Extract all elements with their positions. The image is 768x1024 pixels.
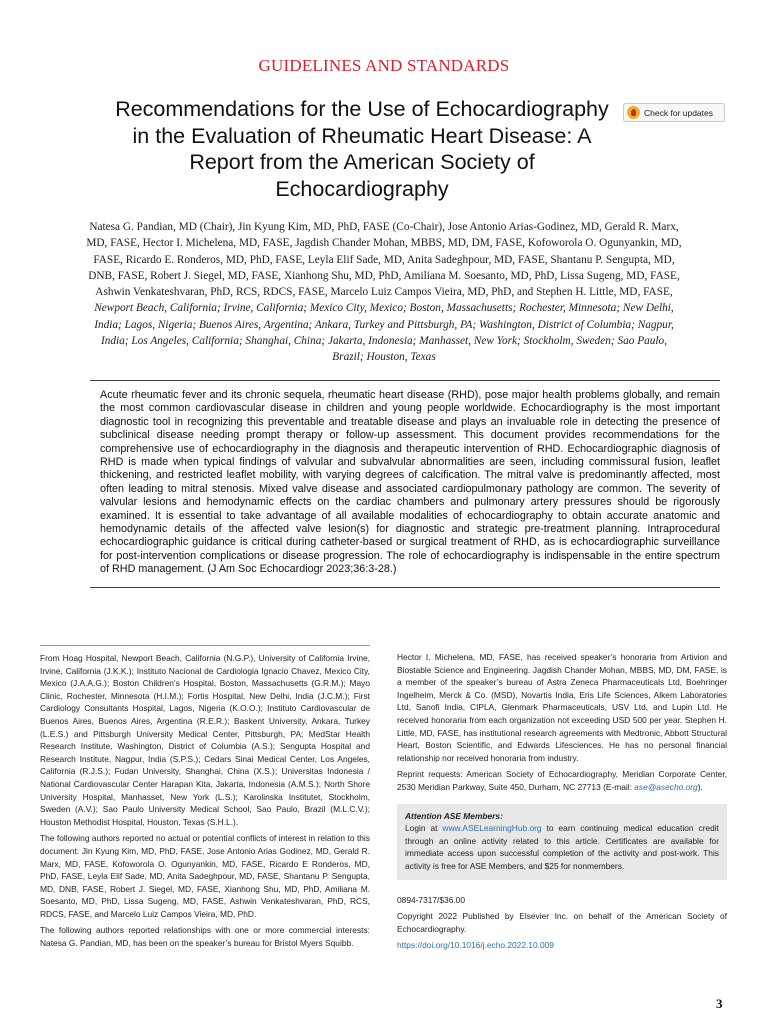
ase-box-body xyxy=(405,822,719,872)
ase-box-heading: Attention ASE Members: xyxy=(405,810,503,821)
check-updates-icon xyxy=(627,106,640,119)
affiliations: From Hoag Hospital, Newport Beach, California (N.G.P.), University of California Irvine, Irvine, California (J.K.K.); Instituto Nacional de Cardiologia Ignacio Chavez, Mexico City, Mexico (J.A.A.G.); Boston Children’s Hospital, Boston, Massachusetts (G.R.M.); Mayo Clinic, Rochester, Minnesota (H.I.M.); Fortis Hospital, New Delhi, India (J.C.M.); First Cardiology Consultants Hospital, Lagos, Nigeria (K.O.O.); Instituto Cardiovascular de Buenos Aires, Buenos Aires, Argentina (R.E.R.); Baskent University, Ankara, Turkey (L.E.S.) and Pittsburgh University Medical Center, Pittsburgh, PA; MedStar Health Research Institute, Washington, District of Columbia (A.S.); Sengupta Hospital and Research Institute, Nagpur, India (S.P.S.); Cedars Sinai Medical Center, Los Angeles, California (R.J.S.); Fudan University, Shanghai, China (X.S.); Universitas Indonesia / National Cardiovascular Center Harapan Kita, Jakarta, Indonesia (A.M.S.); North Shore University Hospital, Manhasset, New York (L.S.); Karolinska Institutet, Stockholm, Sweden (A.V.); Sao Paulo University Medical School, Sao Paulo, Brazil (M.L.C.V.); Houston Methodist Hospital, Houston, Texas (S.H.L.). xyxy=(40,653,370,827)
check-updates-label: Check for updates xyxy=(644,107,713,118)
ase-box-text: to earn continuing medical education credit through an online activity related to this article. Certificates are available for immediate access upon successful completion of the activity and post-work. This activity is free for ASE Members, and $25 for nonmembers. xyxy=(405,823,719,871)
author-list xyxy=(84,219,684,366)
footnotes-left-column xyxy=(40,645,370,954)
page-number: 3 xyxy=(716,996,723,1011)
reprint-text: Reprint requests: American Society of Echocardiography, Meridian Corporate Center, 2530 Meridian Parkway, Suite 450, Durham, NC 27713 (E-mail: xyxy=(397,769,727,792)
reprint-end: ). xyxy=(697,781,703,792)
disclosures: Hector I. Michelena, MD, FASE, has received speaker’s honoraria from Artivion and Biostable Science and Engineering. Jagdish Chander Mohan, MBBS, MD, DM, FASE, is a member of the speaker’s bureau of Astra Zeneca Pharmaceuticals Ltd, Boehringer Ingelheim, Merck & Co. (MSD), Novartis India, Eris Life Sciences, Alkem Laboratories Ltd, Sanofi India, CIPLA, Glenmark Pharmaceuticals, USV Ltd, and Lupin Ltd. He received honoraria from each organization not exceeding USD 500 per year. Stephen H. Little, MD, FASE, has institutional research agreements with Medtronic, Abbott Structural Heart, Boston Scientific, and Edwards Lifesciences. He has no personal financial relationship nor received honoraria from industry. xyxy=(397,652,727,763)
reprint-requests xyxy=(397,768,727,793)
article-title: Recommendations for the Use of Echocardiography in the Evaluation of Rheumatic Heart Disease: A Report from the American Society of Echocardiography xyxy=(115,97,609,201)
ase-members-box xyxy=(397,804,727,880)
reprint-email-link[interactable]: ase@asecho.org xyxy=(634,781,698,792)
author-locations: Newport Beach, California; Irvine, California; Mexico City, Mexico; Boston, Massachusetts; Rochester, Minnesota; New Delhi, India; Lagos, Nigeria; Buenos Aires, Argentina; Ankara, Turkey and Pittsburgh, PA; Washington, District of Columbia; Nagpur, India; Los Angeles, California; Shanghai, China; Jakarta, Indonesia; Manhasset, New York; Stockholm, Sweden; Sao Paulo, Brazil; Houston, Texas xyxy=(94,302,674,364)
check-for-updates-button[interactable] xyxy=(623,103,725,122)
footnotes-right-column xyxy=(397,651,727,956)
doi-link[interactable]: https://doi.org/10.1016/j.echo.2022.10.009 xyxy=(397,940,554,951)
abstract: Acute rheumatic fever and its chronic sequela, rheumatic heart disease (RHD), pose major health problems globally, and remain the most common cardiovascular disease in children and young people worldwide. Echocardiography is the most important diagnostic tool in recognizing this preventable and treatable disease and plays an invaluable role in detecting the presence of subclinical disease needing prompt therapy or follow-up assessment. This document provides recommendations for the comprehensive use of echocardiography in the diagnosis and therapeutic intervention of RHD. Echocardiographic diagnosis of RHD is made when typical findings of valvular and subvalvular abnormalities are seen, including commissural fusion, leaflet thickening, and restricted leaflet mobility, with varying degrees of calcification. The mitral valve is predominantly affected, most often leading to mitral stenosis. Mixed valve disease and associated cardiopulmonary pathology are common. The severity of valvular lesions and hemodynamic effects on the cardiac chambers and pulmonary artery pressures should be rigorously examined. It is essential to take advantage of all available modalities of echocardiography to obtain accurate anatomic and hemodynamic details of the affected valve lesion(s) for diagnostic and strategic pre-treatment planning. Intraprocedural echocardiographic guidance is critical during catheter-based or surgical treatment of RHD, as is echocardiographic surveillance for post-intervention complications or disease progression. The role of echocardiography is indispensable in the entire spectrum of RHD management. (J Am Soc Echocardiogr 2023;36:3-28.) xyxy=(90,380,720,588)
no-conflicts-statement: The following authors reported no actual or potential conflicts of interest in relation to this document: Jin Kyung Kim, MD, PhD, FASE, Jose Antonio Arias Godinez, MD, Gerald R. Marx, MD, FASE, Kofoworola O. Ogunyankin, MD, FASE, Ricardo E Ronderos, MD, PhD, FASE, Leyla Elif Sade, MD, Anita Sadeghpour, MD, FASE, Shantanu P. Sengupta, MD, DNB, FASE, Robert J. Siegel, MD, FASE, Xianhong Shu, MD, PhD, Amiliana M. Soesanto, MD, PhD, Lissa Sugeng, MD, FASE, Ashwin Venkateshvaran, PhD, RCS, RDCS, FASE, and Marcelo Luiz Campos Vieira, MD, PhD. xyxy=(40,833,370,919)
copyright: Copyright 2022 Published by Elsevier Inc. on behalf of the American Society of Echocardiography. xyxy=(397,911,727,934)
author-names: Natesa G. Pandian, MD (Chair), Jin Kyung Kim, MD, PhD, FASE (Co-Chair), Jose Antonio Arias-Godinez, MD, Gerald R. Marx, MD, FASE, Hector I. Michelena, MD, FASE, Jagdish Chander Mohan, MBBS, MD, DM, FASE, Kofoworola O. Ogunyankin, MD, FASE, Ricardo E. Ronderos, MD, PhD, FASE, Leyla Elif Sade, MD, Anita Sadeghpour, MD, FASE, Shantanu P. Sengupta, MD, DNB, FASE, Robert J. Siegel, MD, FASE, Xianhong Shu, MD, PhD, Amiliana M. Soesanto, MD, PhD, Lissa Sugeng, MD, FASE, Ashwin Venkateshvaran, PhD, RCS, RDCS, FASE, Marcelo Luiz Campos Vieira, MD, PhD, and Stephen H. Little, MD, FASE, xyxy=(86,221,682,299)
ase-box-login: Login at xyxy=(405,823,443,834)
section-heading: GUIDELINES AND STANDARDS xyxy=(258,56,510,75)
issn-price: 0894-7317/$36.00 xyxy=(397,894,465,905)
relationships-statement: The following authors reported relationships with one or more commercial interests: Natesa G. Pandian, MD, has been on the speaker’s bureau for Bristol Myers Squibb. xyxy=(40,925,370,949)
ase-learning-hub-link[interactable]: www.ASELearningHub.org xyxy=(442,823,542,834)
